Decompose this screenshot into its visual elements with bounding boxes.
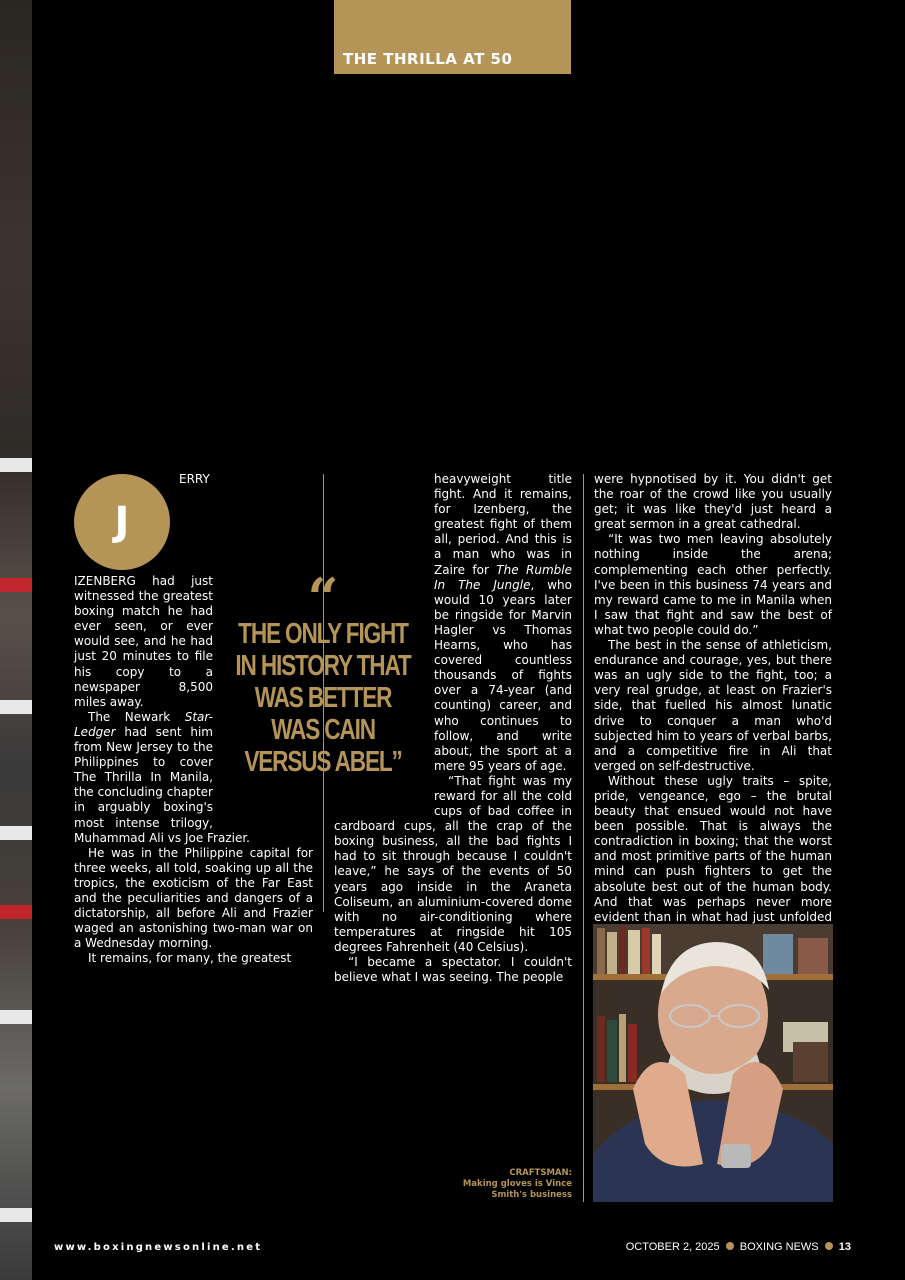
paragraph: “That fight was my reward for all the cold cups of bad coffee in cardboard cups, all the crap of the boxing business, all the bad fights I had to sit through because I couldn't leave,” he says of the events of 50 years ago inside in the Araneta Coliseum, an aluminium-covered dome with no air-conditioning where temperatures at ringside hit 105 degrees Fahrenheit (40 Celsius).	[334, 773, 572, 954]
photo-caption	[440, 1168, 572, 1201]
drop-cap: J	[74, 474, 170, 570]
folio	[626, 1241, 851, 1253]
ring-rope	[0, 826, 32, 840]
ring-rope	[0, 458, 32, 472]
pull-quote-text: THE ONLY FIGHT IN HISTORY THAT WAS BETTER WAS CAIN VERSUS ABEL”	[235, 618, 411, 778]
quote-mark-icon: “	[307, 566, 339, 630]
paragraph: heavyweight title fight. And it remains, for Izenberg, the greatest fight of them all, period. And this is a man who was in Zaire for The Rumble In The Jungle, who would 10 years later be ringside for Marvin Hagler vs Thomas Hearns, who has covered countless thousands of fights over a 74-year (and counting) career, and who continues to follow, and write about, the sport at a mere 95 years of age.	[434, 472, 572, 773]
ring-rope	[0, 905, 32, 919]
portrait-illustration	[593, 924, 833, 1202]
ring-rope	[0, 1208, 32, 1222]
section-tag-label: THE THRILLA AT 50	[343, 50, 513, 68]
left-photo-strip	[0, 0, 32, 1280]
paragraph: “It was two men leaving absolutely nothing inside the arena; complementing each other perfectly. I've been in this business 74 years and my reward came to me in Manila when I saw that fight and saw the best of what two people could do.”	[594, 532, 832, 637]
bullet-dot-icon	[825, 1242, 833, 1250]
ring-rope	[0, 700, 32, 714]
publication-name: BOXING NEWS	[739, 1241, 819, 1253]
bullet-dot-icon	[726, 1242, 734, 1250]
article-column-3	[594, 472, 832, 940]
paragraph: The best in the sense of athleticism, endurance and courage, yes, but there was an ugly side to the fight, too; a very real grudge, at least on Frazier's side, that fuelled his almost lunatic drive to conquer a man who'd subjected him to years of verbal barbs, and a competitive fire in Ali that verged on self-destructive.	[594, 638, 832, 773]
paragraph: Without these ugly traits – spite, pride, vengeance, ego – the brutal beauty that ensued would not have been possible. That is always the contradiction in boxing; that the worst and most primitive parts of the human mind can push fighters to get the absolute best out of the human body. And that was perhaps never more evident than in what had just unfolded	[594, 773, 832, 924]
pull-quote	[232, 566, 414, 778]
paragraph: He was in the Philippine capital for three weeks, all told, soaking up all the tropics, the exoticism of the Far East and the peculiarities and dangers of a dictatorship, all before Ali and Frazier waged an astonishing two-man war on a Wednesday morning.	[74, 845, 313, 951]
paragraph: were hypnotised by it. You didn't get the roar of the crowd like you usually get; it was like they'd just heard a great sermon in a great cathedral.	[594, 472, 832, 532]
caption-label: CRAFTSMAN:	[509, 1168, 572, 1178]
paragraph: ERRY IZENBERG had just witnessed the greatest boxing match he had ever seen, or ever would see, and he had just 20 minutes to file his copy to a newspaper 8,500 miles away.	[74, 472, 213, 709]
caption-text: Making gloves is Vince Smith's business	[462, 1179, 572, 1200]
ring-rope	[0, 1010, 32, 1024]
paragraph: “I became a spectator. I couldn't believe what I was seeing. The people	[334, 955, 572, 985]
column-rule	[583, 474, 584, 1202]
izenberg-photo	[593, 924, 833, 1202]
website-link[interactable]: www.boxingnewsonline.net	[54, 1242, 263, 1253]
paragraph: It remains, for many, the greatest	[88, 951, 292, 966]
ring-rope	[0, 578, 32, 592]
issue-date: OCTOBER 2, 2025	[625, 1241, 720, 1253]
page-number: 13	[838, 1241, 851, 1253]
paragraph: The Newark Star-Ledger had sent him from New Jersey to the Philippines to cover The Thrilla In Manila, the concluding chapter in arguably boxing's most intense trilogy, Muhammad Ali vs Joe Frazier.	[74, 709, 250, 845]
section-tag	[334, 0, 571, 74]
